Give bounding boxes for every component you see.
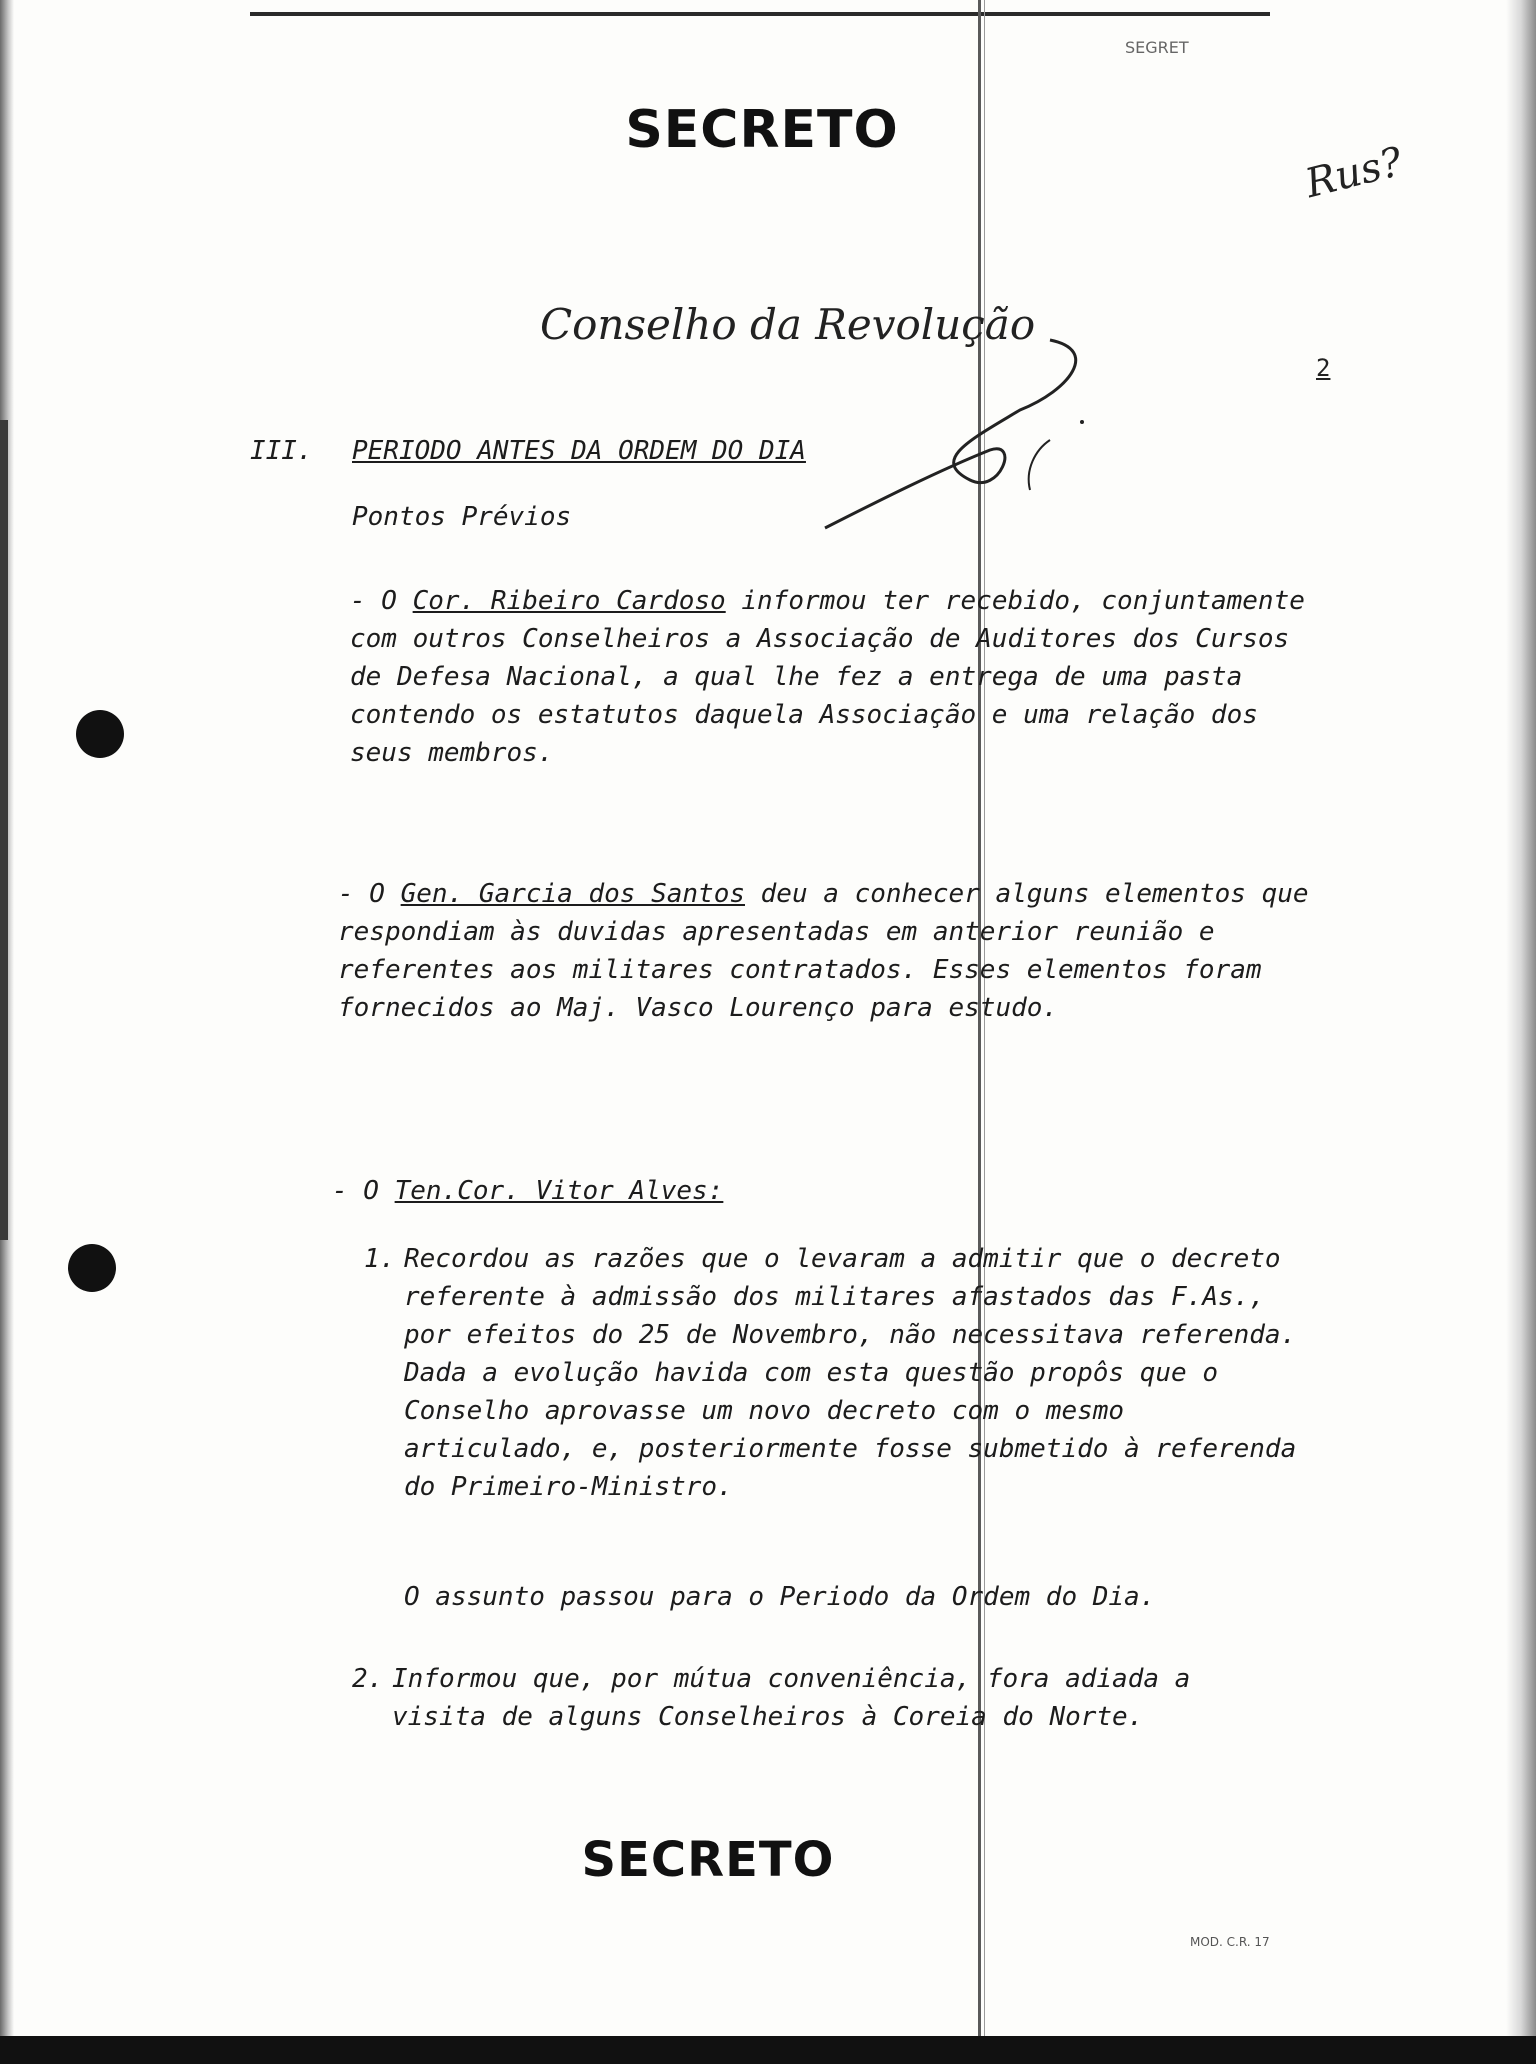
speaker-name: Cor. Ribeiro Cardoso: [412, 586, 726, 616]
classification-stamp-bottom: SECRETO: [581, 1832, 835, 1888]
paragraph-garcia: [338, 875, 1318, 1027]
speaker-name: Ten.Cor. Vitor Alves:: [394, 1176, 724, 1206]
paragraph-marker: - O: [350, 586, 397, 616]
list-item-number: 2.: [352, 1664, 384, 1694]
top-border: [250, 12, 1270, 16]
classification-stamp-top: SECRETO: [625, 100, 899, 160]
punch-hole-lower: [68, 1244, 116, 1292]
signature-scribble-icon: [820, 330, 1120, 540]
section-number: III.: [250, 436, 313, 466]
section-subtitle: Pontos Prévios: [352, 502, 572, 532]
list-item-2: [352, 1660, 1292, 1736]
paragraph-marker: - O: [338, 879, 385, 909]
paragraph-cardoso: [350, 582, 1320, 772]
list-item-1: [364, 1240, 1304, 1506]
agenda-note: O assunto passou para o Periodo da Ordem do Dia.: [404, 1582, 1156, 1612]
page-number: 2: [1316, 354, 1331, 382]
list-item-text: Informou que, por mútua conveniência, fora adiada a visita de alguns Conselheiros à Coreia do Norte.: [392, 1664, 1191, 1732]
list-item-text: Recordou as razões que o levaram a admitir que o decreto referente à admissão dos militares afastados das F.As., por efeitos do 25 de Novembro, não necessitava referenda. Dada a evolução havida com esta questão propôs que o Conselho aprovasse um novo decreto com o mesmo articulado, e, posteriormente fosse submetido à referenda do Primeiro-Ministro.: [404, 1244, 1297, 1502]
paragraph-marker: - O: [332, 1176, 379, 1206]
list-item-number: 1.: [364, 1244, 396, 1274]
left-binding-mark: [0, 420, 8, 1240]
punch-hole-upper: [76, 710, 124, 758]
paragraph-alves-heading: [332, 1172, 723, 1210]
right-scan-edge: [1506, 0, 1536, 2064]
paragraph-text: deu a conhecer alguns elementos que respondiam às duvidas apresentadas em anterior reunião e referentes aos militares contratados. Esses elementos foram fornecidos ao Maj. Vasco Lourenço para estudo.: [338, 879, 1309, 1023]
corner-mark: SEGRET: [1125, 38, 1189, 57]
section-title: PERIODO ANTES DA ORDEM DO DIA: [352, 436, 806, 466]
handwritten-initials: Rus?: [1300, 138, 1407, 208]
speaker-name: Gen. Garcia dos Santos: [400, 879, 745, 909]
letterhead: Conselho da Revolução: [540, 300, 1036, 349]
paragraph-text: informou ter recebido, conjuntamente com outros Conselheiros a Associação de Auditores dos Cursos de Defesa Nacional, a qual lhe fez a entrega de uma pasta contendo os estatutos daquela Associação e uma relação dos seus membros.: [350, 586, 1305, 768]
form-code: MOD. C.R. 17: [1190, 1935, 1270, 1949]
bottom-scan-band: [0, 2036, 1536, 2064]
